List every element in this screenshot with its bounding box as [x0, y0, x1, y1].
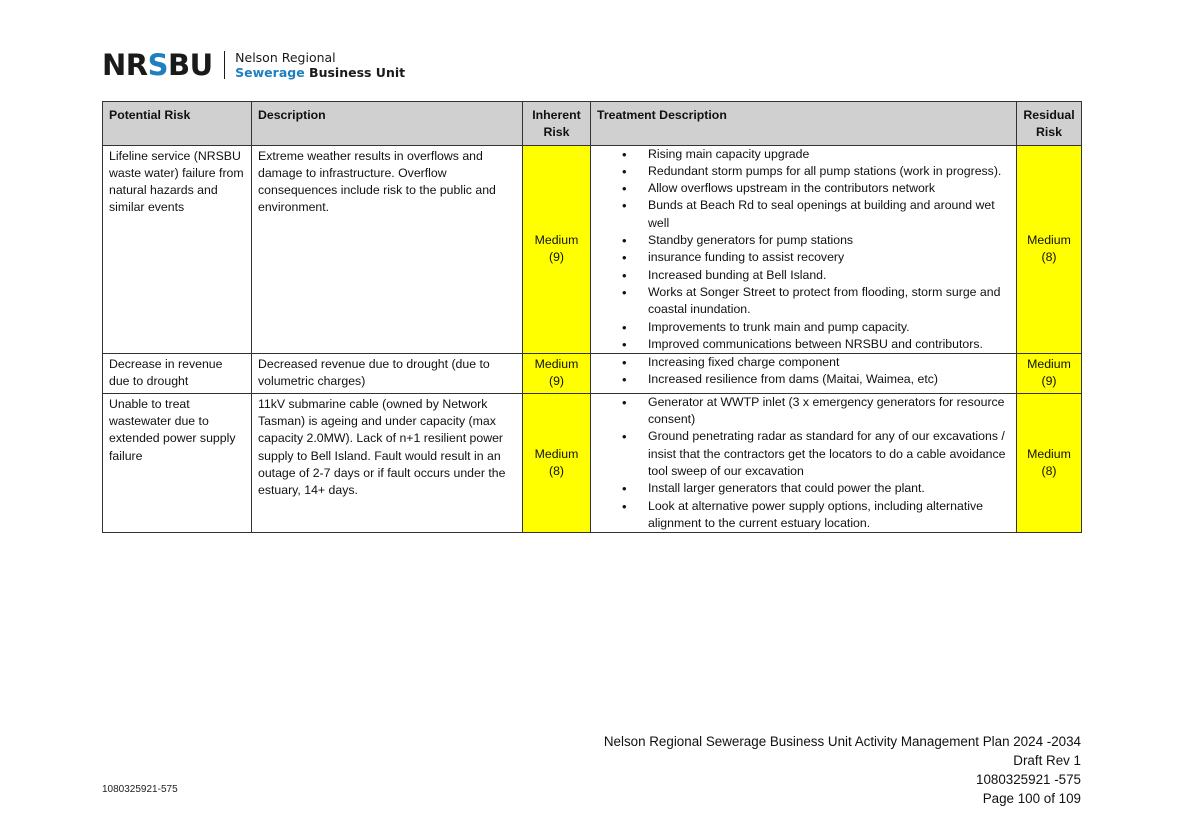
treatment-item: • Ground penetrating radar as standard for any of our excavations / insist that the contractors get the locators to do a cable avoidance tool sweep of our excavation	[591, 428, 1010, 480]
footer-revision: Draft Rev 1	[1013, 753, 1081, 768]
treatment-cell	[591, 145, 1017, 354]
table-row	[103, 354, 1082, 394]
logo-line-1: Nelson Regional	[235, 50, 336, 65]
inherent-risk-cell: Medium (9)	[523, 145, 591, 354]
treatment-item: • Allow overflows upstream in the contributors network	[591, 180, 1010, 197]
description-cell: 11kV submarine cable (owned by Network Tasman) is ageing and under capacity (max capacity 2.0MW). Lack of n+1 resilient power supply to Bell Island. Fault would result in an outage of 2-7 days or if fault occurs under the estuary, 14+ days.	[252, 393, 523, 532]
header-potential-risk: Potential Risk	[103, 102, 252, 146]
header-treatment: Treatment Description	[591, 102, 1017, 146]
description-cell: Decreased revenue due to drought (due to volumetric charges)	[252, 354, 523, 394]
risk-cell: Lifeline service (NRSBU waste water) failure from natural hazards and similar events	[103, 145, 252, 354]
page-footer	[604, 732, 1081, 808]
treatment-item: • insurance funding to assist recovery	[591, 249, 1010, 266]
footer-doc-title: Nelson Regional Sewerage Business Unit Activity Management Plan 2024 -2034	[603, 734, 1081, 749]
treatment-item: • Look at alternative power supply options, including alternative alignment to the current estuary location.	[591, 498, 1010, 533]
treatment-item: • Generator at WWTP inlet (3 x emergency generators for resource consent)	[591, 394, 1010, 429]
logo-line-2: Sewerage Business Unit	[235, 65, 406, 80]
header-description: Description	[252, 102, 523, 146]
treatment-item: • Rising main capacity upgrade	[591, 146, 1010, 163]
header-residual-risk: Residual Risk	[1017, 102, 1082, 146]
treatment-item: • Standby generators for pump stations	[591, 232, 1010, 249]
risk-cell: Decrease in revenue due to drought	[103, 354, 252, 394]
nrsbu-logo	[102, 48, 405, 82]
treatment-item: • Bunds at Beach Rd to seal openings at building and around wet well	[591, 197, 1010, 232]
treatment-item: • Increasing fixed charge component	[591, 354, 1010, 371]
logo-wordmark: NRSBU	[102, 48, 213, 82]
treatment-item: • Increased resilience from dams (Maitai, Waimea, etc)	[591, 371, 1010, 388]
treatment-item: • Improvements to trunk main and pump capacity.	[591, 319, 1010, 336]
residual-risk-cell: Medium (8)	[1017, 393, 1082, 532]
table-row	[103, 145, 1082, 354]
risk-table	[102, 101, 1082, 533]
logo-text	[235, 50, 405, 80]
description-cell: Extreme weather results in overflows and damage to infrastructure. Overflow consequences include risk to the public and environment.	[252, 145, 523, 354]
inherent-risk-cell: Medium (8)	[523, 393, 591, 532]
footer-doc-id: 1080325921-575	[102, 784, 178, 795]
residual-risk-cell: Medium (9)	[1017, 354, 1082, 394]
risk-cell: Unable to treat wastewater due to extended power supply failure	[103, 393, 252, 532]
treatment-item: • Increased bunding at Bell Island.	[591, 267, 1010, 284]
table-row	[103, 393, 1082, 532]
treatment-item: • Redundant storm pumps for all pump stations (work in progress).	[591, 163, 1010, 180]
treatment-list	[591, 394, 1010, 532]
treatment-cell	[591, 393, 1017, 532]
treatment-list	[591, 354, 1010, 389]
footer-page-number: Page 100 of 109	[982, 791, 1081, 806]
treatment-item: • Improved communications between NRSBU and contributors.	[591, 336, 1010, 353]
treatment-cell	[591, 354, 1017, 394]
table-header-row	[103, 102, 1082, 146]
residual-risk-cell: Medium (8)	[1017, 145, 1082, 354]
treatment-item: • Install larger generators that could power the plant.	[591, 480, 1010, 497]
footer-doc-number: 1080325921 -575	[976, 772, 1081, 787]
treatment-item: • Works at Songer Street to protect from flooding, storm surge and coastal inundation.	[591, 284, 1010, 319]
treatment-list	[591, 146, 1010, 354]
header-inherent-risk: Inherent Risk	[523, 102, 591, 146]
inherent-risk-cell: Medium (9)	[523, 354, 591, 394]
logo-divider	[224, 51, 226, 79]
